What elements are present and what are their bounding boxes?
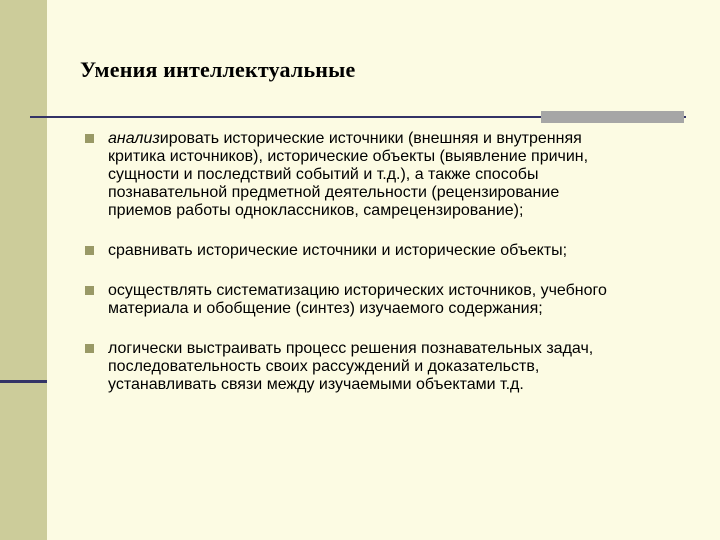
left-band-divider bbox=[0, 380, 47, 383]
italic-prefix: анализ bbox=[108, 130, 160, 147]
bullet-item-reasoning bbox=[82, 340, 692, 394]
bullet-line: логически выстраивать процесс решения познавательных задач, bbox=[108, 340, 594, 357]
bullet-line: сравнивать исторические источники и исторические объекты; bbox=[108, 242, 568, 259]
bullet-line: критика источников), исторические объекты (выявление причин, bbox=[108, 148, 589, 165]
bullet-list bbox=[82, 130, 692, 416]
bullet-line: сущности и последствий событий и т.д.), а также способы bbox=[108, 166, 539, 183]
bullet-line: материала и обобщение (синтез) изучаемого содержания; bbox=[108, 300, 543, 317]
bullet-line: устанавливать связи между изучаемыми объектами т.д. bbox=[108, 376, 524, 393]
square-bullet-icon bbox=[85, 134, 94, 143]
accent-block bbox=[541, 111, 684, 123]
bullet-item-systematize bbox=[82, 282, 692, 318]
bullet-item-compare bbox=[82, 242, 692, 260]
bullet-line-rest: ировать исторические источники (внешняя и внутренняя bbox=[159, 130, 582, 147]
slide-title: Умения интеллектуальные bbox=[80, 57, 356, 82]
left-decorative-band bbox=[0, 0, 47, 540]
bullet-line: приемов работы одноклассников, самрецензирование); bbox=[108, 202, 524, 219]
square-bullet-icon bbox=[85, 286, 94, 295]
square-bullet-icon bbox=[85, 246, 94, 255]
bullet-line: осуществлять систематизацию исторических источников, учебного bbox=[108, 282, 607, 299]
square-bullet-icon bbox=[85, 344, 94, 353]
bullet-line: познавательной предметной деятельности (рецензирование bbox=[108, 184, 560, 201]
bullet-line: последовательность своих рассуждений и доказательств, bbox=[108, 358, 540, 375]
bullet-line bbox=[108, 130, 692, 148]
bullet-item-analyze bbox=[82, 130, 692, 220]
